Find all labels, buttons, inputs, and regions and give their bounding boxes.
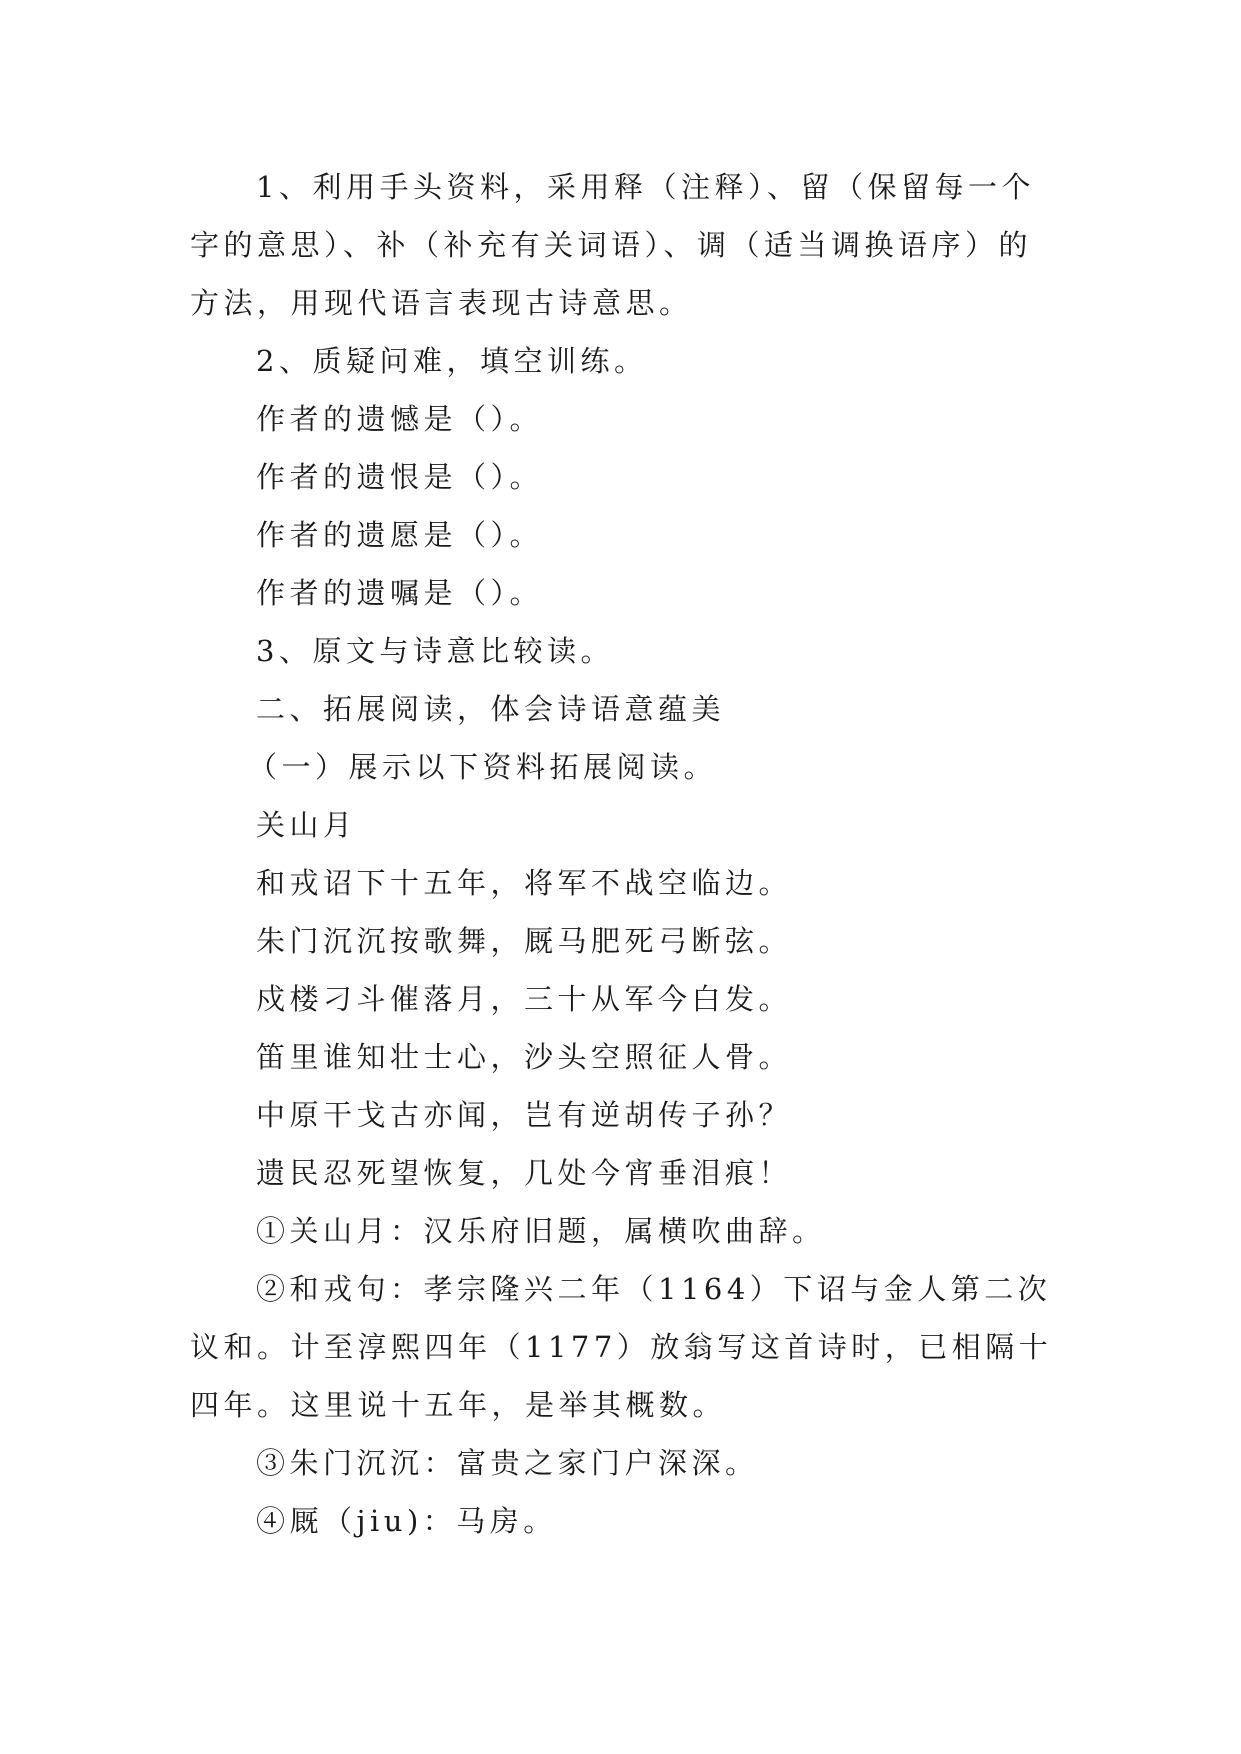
poem-line: 朱门沉沉按歌舞，厩马肥死弓断弦。 (256, 924, 793, 958)
annotation-note: ④厩（jiu)：马房。 (256, 1504, 557, 1538)
paragraph-method: 1、利用手头资料，采用释（注释）、留（保留每一个字的意思）、补（补充有关词语）、调（适当调换语序）的方法，用现代语言表现古诗意思。 (190, 170, 1035, 320)
paragraph-blank-will: 作者的遗嘱是（）。 (256, 576, 544, 610)
document-body (190, 158, 1055, 1550)
poem-line: 遗民忍死望恢复，几处今宵垂泪痕！ (256, 1156, 793, 1190)
paragraph-blank-wish: 作者的遗愿是（）。 (256, 518, 544, 552)
poem-title: 关山月 (256, 808, 357, 842)
paragraph-blank-resentment: 作者的遗恨是（）。 (256, 460, 544, 494)
annotation-note: ②和戎句：孝宗隆兴二年（1164）下诏与金人第二次议和。计至淳熙四年（1177）放翁写这首诗时，已相隔十四年。这里说十五年，是举其概数。 (190, 1272, 1053, 1422)
subsection-heading: （一）展示以下资料拓展阅读。 (248, 750, 718, 784)
poem-line: 笛里谁知壮士心，沙头空照征人骨。 (256, 1040, 793, 1074)
poem-line: 戍楼刁斗催落月，三十从军今白发。 (256, 982, 793, 1016)
annotation-note: ①关山月：汉乐府旧题，属横吹曲辞。 (256, 1214, 826, 1248)
poem-line: 中原干戈古亦闻，岂有逆胡传子孙？ (256, 1098, 793, 1132)
section-heading-extended-reading: 二、拓展阅读，体会诗语意蕴美 (256, 692, 726, 726)
paragraph-blank-regret: 作者的遗憾是（）。 (256, 402, 544, 436)
annotation-note: ③朱门沉沉：富贵之家门户深深。 (256, 1446, 759, 1480)
paragraph-question-heading: 2、质疑问难，填空训练。 (256, 344, 648, 378)
poem-line: 和戎诏下十五年，将军不战空临边。 (256, 866, 793, 900)
paragraph-compare-reading: 3、原文与诗意比较读。 (256, 634, 614, 668)
